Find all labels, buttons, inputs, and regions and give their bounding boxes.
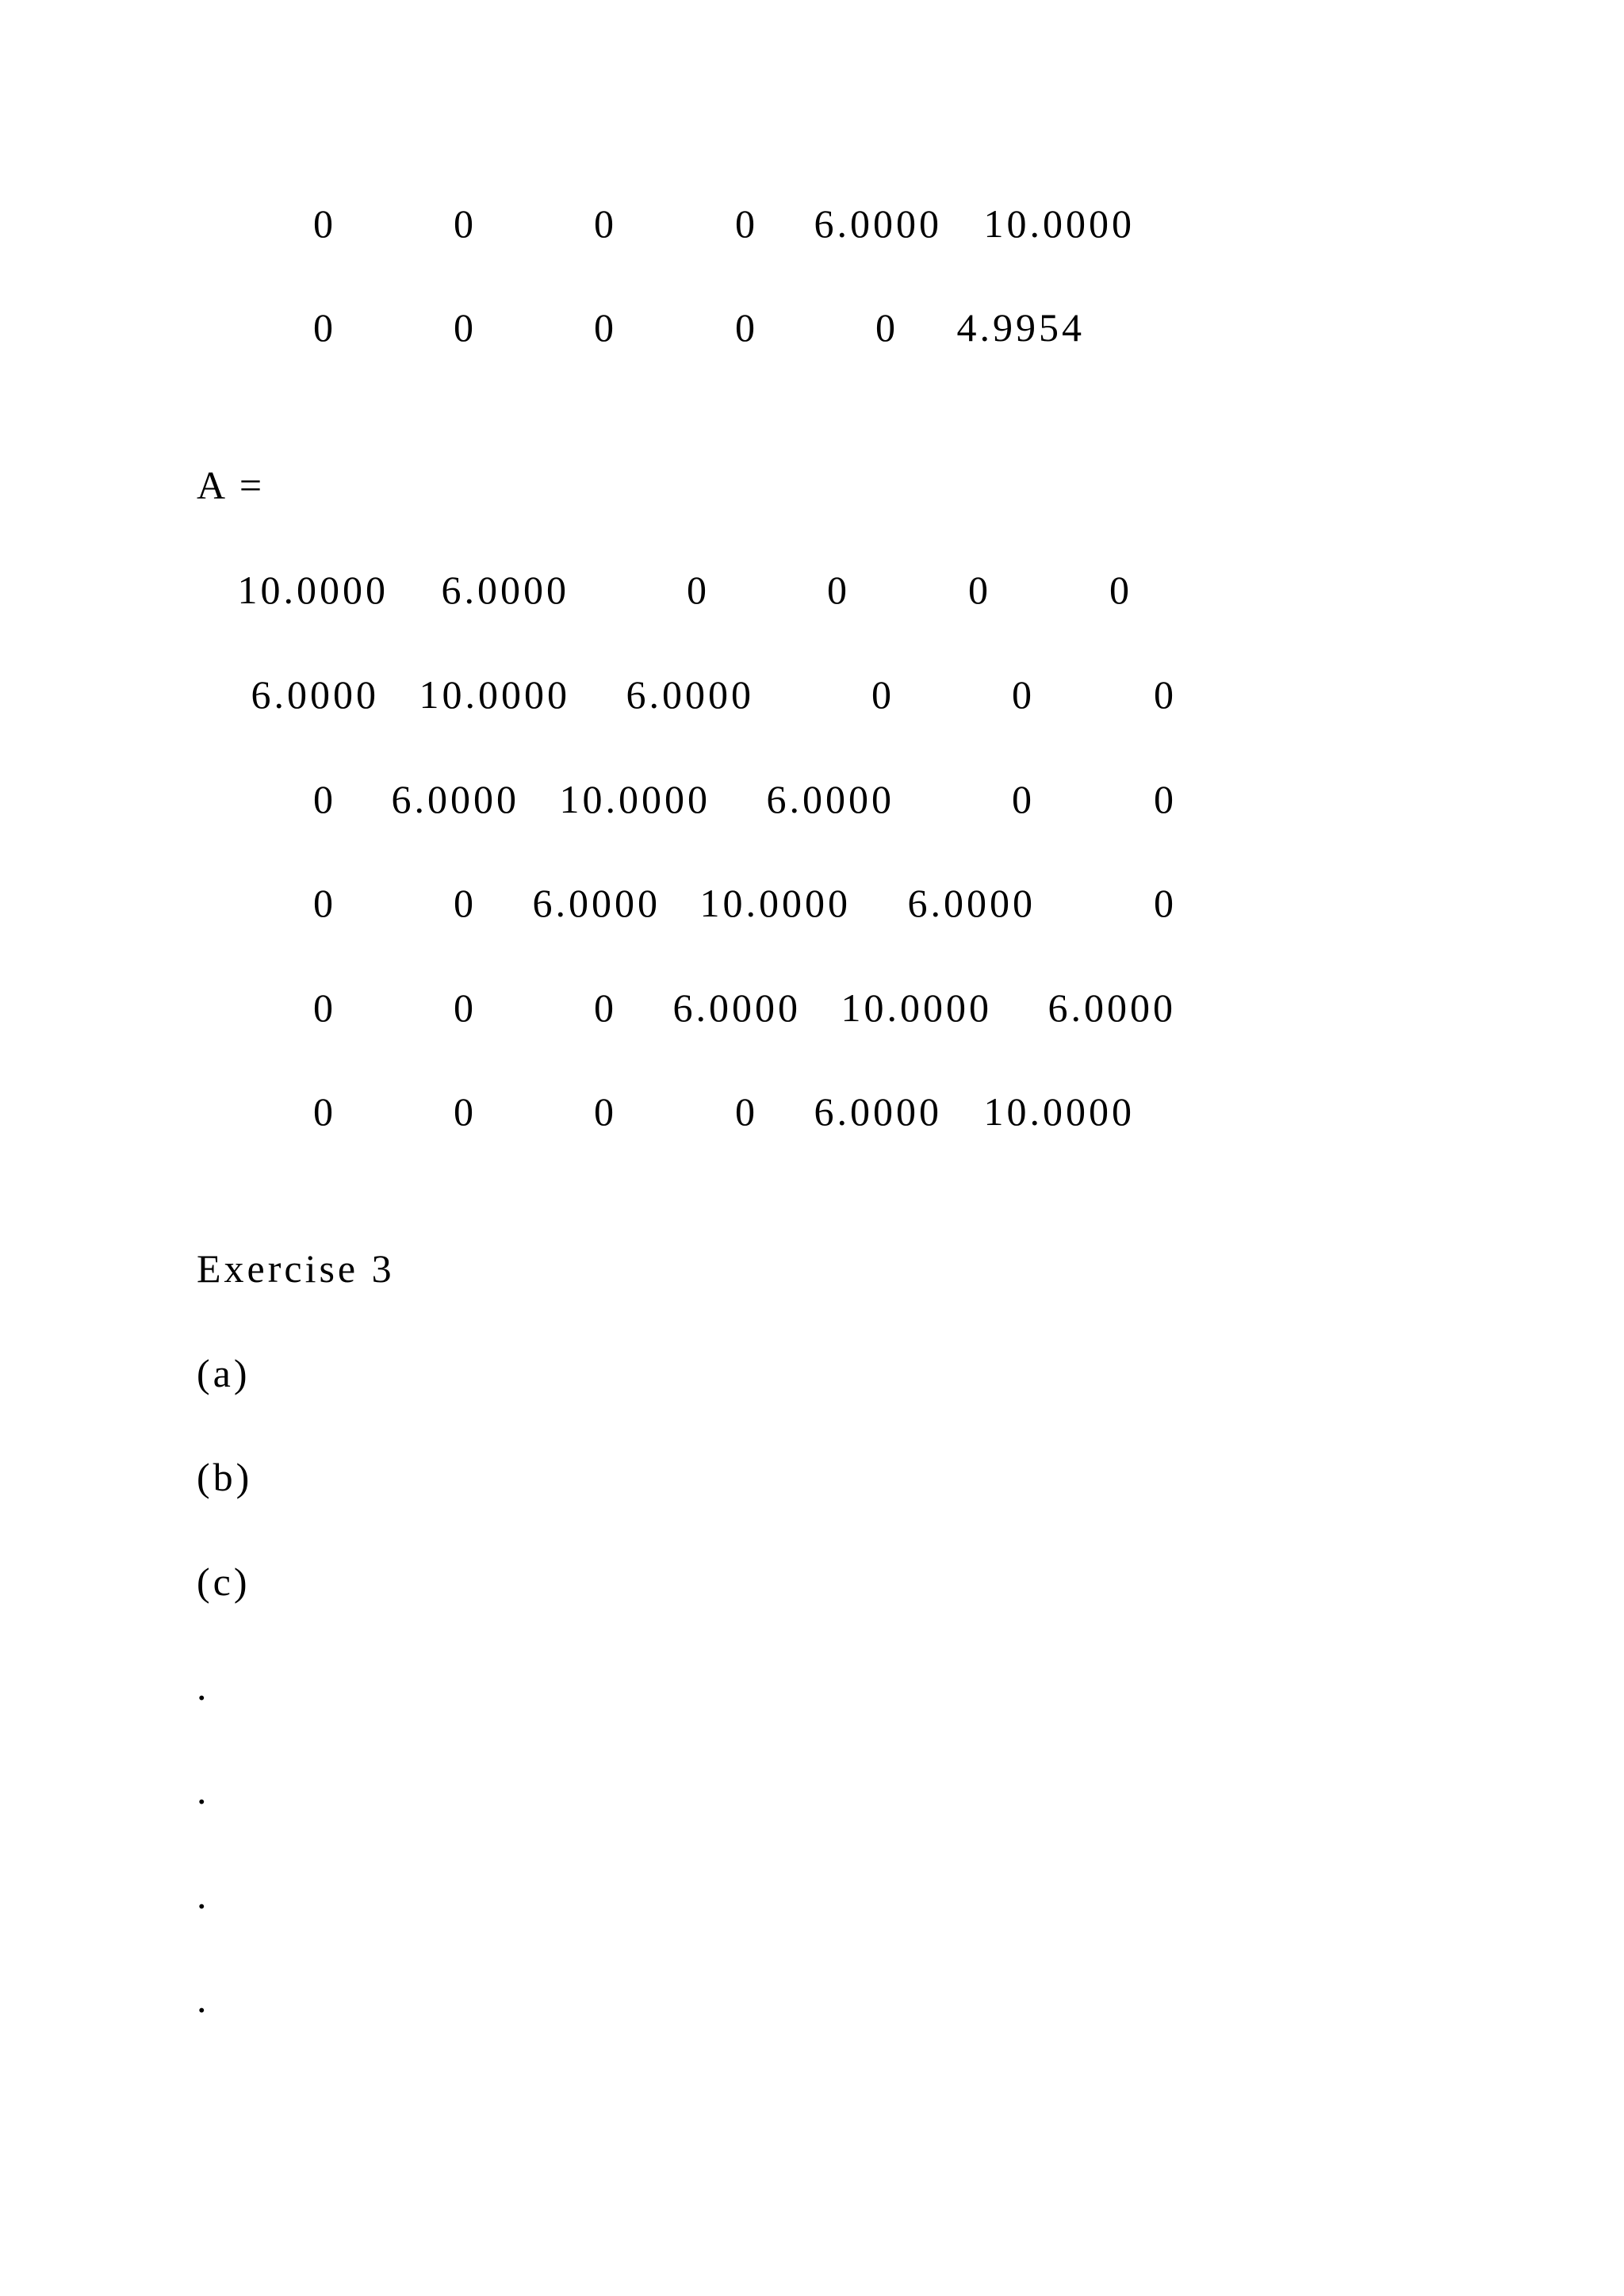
matrix-cell: 10.0000 bbox=[699, 881, 851, 925]
matrix-cell: 0 bbox=[454, 881, 477, 925]
matrix-cell: 6.0000 bbox=[251, 672, 379, 717]
matrix-cell: 0 bbox=[735, 1089, 758, 1134]
exercise-title: Exercise 3 bbox=[197, 1246, 395, 1291]
matrix-cell: 10.0000 bbox=[841, 985, 992, 1030]
upper-matrix-row bbox=[0, 196, 1624, 251]
exercise-part-c: (c) bbox=[197, 1559, 251, 1604]
matrix-cell: 0 bbox=[687, 568, 710, 612]
matrix-a-row bbox=[0, 1084, 1624, 1139]
matrix-cell: 0 bbox=[875, 305, 898, 350]
matrix-cell: 10.0000 bbox=[983, 201, 1135, 246]
matrix-cell: 6.0000 bbox=[766, 777, 894, 821]
matrix-cell: 0 bbox=[454, 985, 477, 1030]
matrix-cell: 0 bbox=[594, 985, 617, 1030]
matrix-cell: 0 bbox=[594, 201, 617, 246]
matrix-cell: 0 bbox=[313, 201, 336, 246]
upper-matrix-row bbox=[0, 300, 1624, 355]
matrix-cell: 0 bbox=[968, 568, 991, 612]
matrix-cell: 6.0000 bbox=[391, 777, 519, 821]
matrix-a-row bbox=[0, 980, 1624, 1035]
matrix-a-row bbox=[0, 875, 1624, 931]
matrix-cell: 6.0000 bbox=[532, 881, 661, 925]
matrix-cell: 6.0000 bbox=[907, 881, 1036, 925]
matrix-cell: 0 bbox=[871, 672, 894, 717]
ellipsis-dot: . bbox=[197, 1976, 210, 2021]
matrix-cell: 10.0000 bbox=[237, 568, 389, 612]
matrix-cell: 6.0000 bbox=[1048, 985, 1176, 1030]
ellipsis-dot: . bbox=[197, 1664, 210, 1709]
exercise-part-b: (b) bbox=[197, 1455, 253, 1499]
matrix-a-label: A = bbox=[197, 463, 266, 507]
matrix-cell: 0 bbox=[735, 305, 758, 350]
matrix-a-row bbox=[0, 562, 1624, 618]
matrix-cell: 0 bbox=[313, 1089, 336, 1134]
matrix-cell: 0 bbox=[594, 305, 617, 350]
matrix-cell: 0 bbox=[454, 305, 477, 350]
matrix-cell: 6.0000 bbox=[814, 1089, 942, 1134]
matrix-cell: 0 bbox=[454, 201, 477, 246]
matrix-cell: 0 bbox=[313, 985, 336, 1030]
matrix-a-row bbox=[0, 667, 1624, 722]
exercise-part-a: (a) bbox=[197, 1351, 251, 1395]
ellipsis-dot: . bbox=[197, 1873, 210, 1917]
matrix-cell: 0 bbox=[594, 1089, 617, 1134]
matrix-cell: 0 bbox=[313, 777, 336, 821]
matrix-cell: 0 bbox=[735, 201, 758, 246]
matrix-cell: 0 bbox=[1154, 881, 1177, 925]
matrix-cell: 0 bbox=[313, 881, 336, 925]
matrix-cell: 6.0000 bbox=[441, 568, 569, 612]
matrix-cell: 6.0000 bbox=[814, 201, 942, 246]
matrix-cell: 0 bbox=[1154, 672, 1177, 717]
matrix-cell: 0 bbox=[1109, 568, 1132, 612]
matrix-cell: 0 bbox=[1012, 672, 1035, 717]
matrix-cell: 0 bbox=[827, 568, 850, 612]
matrix-cell: 10.0000 bbox=[559, 777, 710, 821]
matrix-cell: 0 bbox=[454, 1089, 477, 1134]
matrix-cell: 0 bbox=[1154, 777, 1177, 821]
matrix-a-row bbox=[0, 771, 1624, 827]
matrix-cell: 10.0000 bbox=[983, 1089, 1135, 1134]
matrix-cell: 4.9954 bbox=[956, 305, 1085, 350]
matrix-cell: 0 bbox=[1012, 777, 1035, 821]
matrix-cell: 6.0000 bbox=[626, 672, 754, 717]
matrix-cell: 0 bbox=[313, 305, 336, 350]
matrix-cell: 10.0000 bbox=[419, 672, 570, 717]
ellipsis-dot: . bbox=[197, 1768, 210, 1812]
matrix-cell: 6.0000 bbox=[672, 985, 801, 1030]
